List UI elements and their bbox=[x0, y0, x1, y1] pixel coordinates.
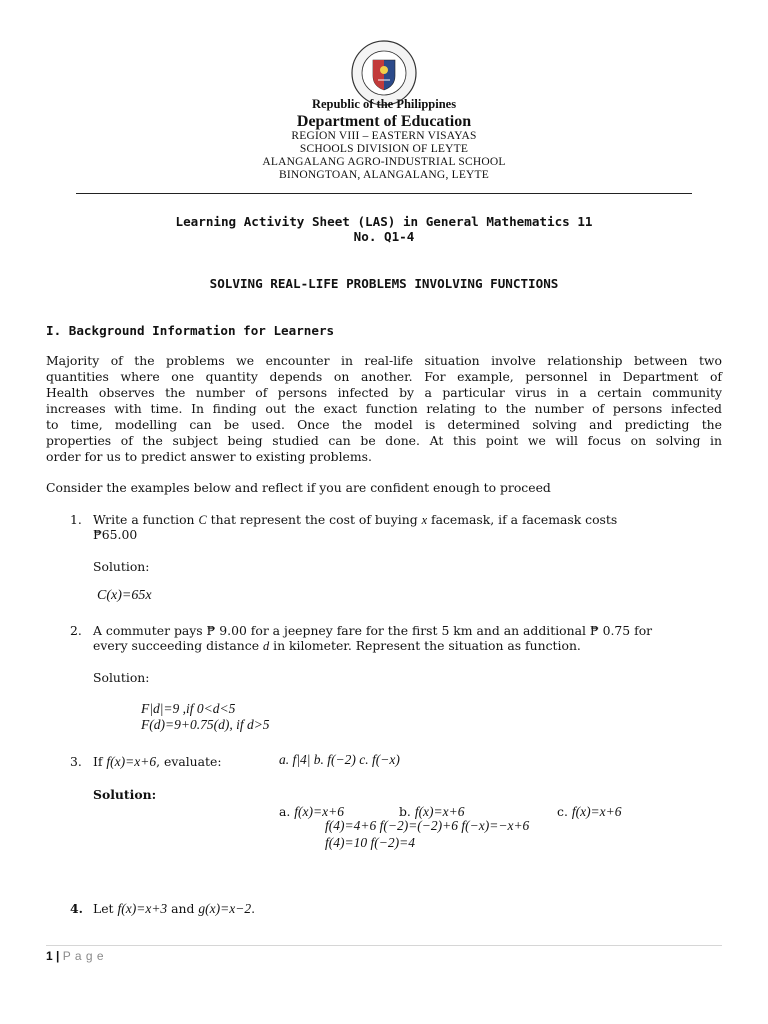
example-2-text-line-1: A commuter pays ₱ 9.00 for a jeepney fare for the first 5 km and an additional ₱ 0.75 for bbox=[93, 623, 653, 638]
example-1-price: ₱65.00 bbox=[93, 527, 138, 542]
region-line: REGION VIII – EASTERN VISAYAS bbox=[291, 130, 477, 142]
address-line: BINONGTOAN, ALANGALANG, LEYTE bbox=[278, 169, 489, 181]
background-line-5: to time, modelling can be used. Once the model is determined solving and predicting the bbox=[46, 417, 722, 432]
document-number: No. Q1-4 bbox=[353, 229, 415, 244]
background-line-1: Majority of the problems we encounter in real-life situation involve relationship between two bbox=[46, 353, 722, 368]
example-3-col-c: c. f(x)=x+6 bbox=[557, 804, 622, 819]
example-3-solution-label: Solution: bbox=[93, 787, 157, 802]
topic-title: SOLVING REAL-LIFE PROBLEMS INVOLVING FUNCTIONS bbox=[209, 276, 559, 291]
footer-divider bbox=[46, 945, 722, 946]
example-2-case-2: F(d)=9+0.75(d), if d>5 bbox=[141, 717, 270, 732]
example-3-step-3: f(4)=10 f(−2)=4 bbox=[325, 835, 415, 850]
example-2-solution-label: Solution: bbox=[93, 670, 150, 685]
division-line: SCHOOLS DIVISION OF LEYTE bbox=[299, 143, 469, 155]
header-divider bbox=[76, 193, 692, 194]
example-1-number: 1. bbox=[70, 512, 82, 527]
example-4-number: 4. bbox=[70, 901, 83, 916]
examples-intro: Consider the examples below and reflect if you are confident enough to proceed bbox=[46, 480, 551, 495]
example-4-text: Let f(x)=x+3 and g(x)=x−2. bbox=[93, 901, 256, 916]
example-3-number: 3. bbox=[70, 754, 82, 769]
background-line-4: increases with time. In finding out the exact function relating to the number of persons infected bbox=[46, 401, 722, 416]
example-1-text: Write a function C that represent the cost of buying x facemask, if a facemask costs bbox=[93, 512, 618, 527]
example-3-parts: a. f|4| b. f(−2) c. f(−x) bbox=[279, 752, 400, 767]
page-footer: 1 | P a g e bbox=[46, 949, 105, 963]
example-3-stem: If f(x)=x+6, evaluate: bbox=[93, 754, 222, 769]
example-2-case-1: F|d|=9 ,if 0<d<5 bbox=[141, 701, 236, 716]
example-2-number: 2. bbox=[70, 623, 82, 638]
school-line: ALANGALANG AGRO-INDUSTRIAL SCHOOL bbox=[262, 156, 506, 168]
section-heading: I. Background Information for Learners bbox=[46, 323, 335, 338]
example-1-answer: C(x)=65x bbox=[97, 588, 152, 603]
example-3-step-2: f(4)=4+6 f(−2)=(−2)+6 f(−x)=−x+6 bbox=[325, 818, 530, 833]
example-3-col-a: a. f(x)=x+6 bbox=[279, 804, 344, 819]
example-2-text-line-2: every succeeding distance d in kilometer. Represent the situation as function. bbox=[93, 638, 581, 653]
background-line-7: order for us to predict answer to existing problems. bbox=[46, 449, 372, 464]
example-3-col-b: b. f(x)=x+6 bbox=[399, 804, 465, 819]
republic-line: Republic of the Philippines bbox=[311, 97, 457, 111]
document-title: Learning Activity Sheet (LAS) in General Mathematics 11 bbox=[175, 214, 593, 229]
background-line-2: quantities where one quantity depends on another. For example, personnel in Department of bbox=[46, 369, 722, 384]
background-line-6: properties of the subject being studied can be done. At this point we will focus on solving in bbox=[46, 433, 722, 448]
department-name: Department of Education bbox=[296, 113, 472, 130]
example-1-solution-label: Solution: bbox=[93, 559, 150, 574]
background-line-3: Health observes the number of persons infected by a particular virus in a certain community bbox=[46, 385, 722, 400]
